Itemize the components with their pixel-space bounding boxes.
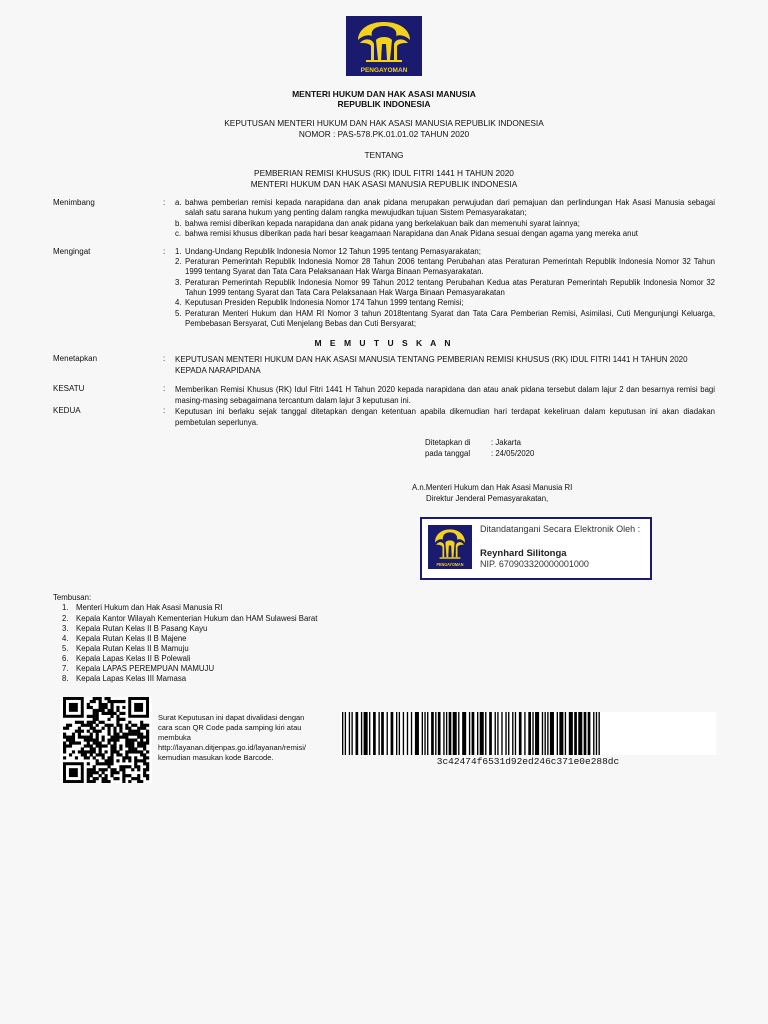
mengingat-colon: : [163,247,166,256]
item-text: bahwa remisi khusus diberikan pada hari besar keagamaan Narapidana dan Anak Pidana sesuai dengan agama yang mereka anut [185,229,638,238]
barcode-icon [340,712,716,755]
minister-line-1: MENTERI HUKUM DAN HAK ASASI MANUSIA [292,89,476,99]
validation-note-line-1: Surat Keputusan ini dapat divalidasi dengan [158,713,305,722]
item-number: 8. [62,674,69,683]
item-number: 2. [62,614,69,623]
minister-heading [0,89,768,109]
barcode-code: 3c42474f6531d92ed246c371e0e288dc [436,756,620,767]
tembusan-item [62,644,189,653]
validation-qr-code[interactable] [60,697,152,783]
validation-url[interactable]: http://layanan.ditjenpas.go.id/layanan/remisi/ [158,743,307,752]
minister-line-2: REPUBLIK INDONESIA [337,99,431,109]
item-number: 5. [175,309,182,318]
item-text: Keputusan Presiden Republik Indonesia Nomor 174 Tahun 1999 tentang Remisi; [185,298,464,307]
validation-note-line-5: kemudian masukan kode Barcode. [158,753,274,762]
item-text: Kepala Lapas Kelas III Mamasa [76,674,187,683]
item-number: 6. [62,654,69,663]
signature-emblem-text: PENGAYOMAN [436,561,464,568]
ditetapkan-labels [425,437,471,459]
memutuskan-heading: M E M U T U S K A N [314,338,454,348]
item-number: 2. [175,257,182,266]
signature-emblem [428,525,472,569]
tembusan-item [62,674,186,683]
item-number: 1. [175,247,182,256]
item-number: 4. [175,298,182,307]
item-text: Kepala Rutan Kelas II B Majene [76,634,187,643]
menimbang-item [175,229,715,239]
subject-line-2: MENTERI HUKUM DAN HAK ASASI MANUSIA REPUBLIK INDONESIA [250,179,518,189]
emblem-text: PENGAYOMAN [360,67,408,74]
signatory-line-1: A.n.Menteri Hukum dan Hak Asasi Manusia RI [412,483,573,492]
banyan-tree-icon [346,16,422,76]
qr-code-icon [60,697,152,783]
decree-number: NOMOR : PAS-578.PK.01.01.02 TAHUN 2020 [298,128,470,139]
validation-barcode [340,712,716,755]
item-text: bahwa pemberian remisi kepada narapidana dan anak pidana merupakan perwujudan dari pemajuan dan perlindungan Hak Asasi Manusia sebagai salah satu sarana hukum yang penting dalam rangka mewujudkan tujuan Sistem Pemasyarakatan; [185,198,715,217]
tembusan-item [62,603,222,612]
item-text: Kepala Lapas Kelas II B Polewali [76,654,191,663]
menimbang-label: Menimbang [53,198,95,207]
subject-line-1: PEMBERIAN REMISI KHUSUS (RK) IDUL FITRI 1441 H TAHUN 2020 [254,168,514,178]
subject-heading [0,168,768,190]
kesatu-label: KESATU [53,384,85,393]
item-text: Kepala Rutan Kelas II B Pasang Kayu [76,624,208,633]
item-number: 5. [62,644,69,653]
decree-heading [0,118,768,139]
item-number: 4. [62,634,69,643]
electronic-signature-box [420,517,652,580]
item-text: Menteri Hukum dan Hak Asasi Manusia RI [76,603,223,612]
tembusan-item [62,664,214,673]
item-number: c. [175,229,182,238]
tentang-heading: TENTANG [364,150,404,160]
tembusan-item [62,654,190,663]
ditetapkan-date-value: : 24/05/2020 [491,449,535,458]
kedua-label: KEDUA [53,406,81,415]
item-text: Kepala Kantor Wilayah Kementerian Hukum dan HAM Sulawesi Barat [76,614,318,623]
validation-note-line-2: cara scan QR Code pada samping kiri atau [158,723,302,732]
item-text: Undang-Undang Republik Indonesia Nomor 12 Tahun 1995 tentang Pemasyarakatan; [185,247,481,256]
item-number: b. [175,219,182,228]
menimbang-item [175,198,715,218]
item-number: 3. [62,624,69,633]
item-text: Peraturan Pemerintah Republik Indonesia Nomor 28 Tahun 2006 tentang Perubahan atas Peraturan Pemerintah Republik Indonesia Nomor 32 Tahun 1999 tentang Syarat dan Tata Cara Pelaksanaan Hak Warga Binaan Pemasyarakatan. [185,257,715,276]
signatory-nip: NIP. 670903320000001000 [480,559,589,569]
tembusan-item [62,634,187,643]
item-text: Kepala LAPAS PEREMPUAN MAMUJU [76,664,215,673]
decree-line-1: KEPUTUSAN MENTERI HUKUM DAN HAK ASASI MANUSIA REPUBLIK INDONESIA [224,118,544,128]
item-number: 3. [175,278,182,287]
ditetapkan-place-value: : Jakarta [491,438,521,447]
menimbang-item [175,219,715,229]
item-number: a. [175,198,182,207]
menetapkan-text: KEPUTUSAN MENTERI HUKUM DAN HAK ASASI MANUSIA TENTANG PEMBERIAN REMISI KHUSUS (RK) IDUL FITRI 1441 H TAHUN 2020 KEPADA NARAPIDANA [175,355,688,375]
banyan-tree-icon [428,525,472,569]
tembusan-item [62,624,207,633]
validation-note-line-3: membuka [158,733,191,742]
signatory-line-2: Direktur Jenderal Pemasyarakatan, [426,494,549,503]
menetapkan-colon: : [163,354,166,363]
ditetapkan-values [491,437,534,459]
item-text: Kepala Rutan Kelas II B Mamuju [76,644,189,653]
kesatu-text: Memberikan Remisi Khusus (RK) Idul Fitri 1441 H Tahun 2020 kepada narapidana dan atau anak pidana tersebut dalam lajur 2 dan besarnya remisi bagi masing-masing sebagaimana tercantum dalam lajur 3 keputusan ini. [175,385,715,405]
pengayoman-emblem [346,16,422,76]
kedua-colon: : [163,406,166,415]
item-text: bahwa remisi diberikan kepada narapidana dan anak pidana yang berkelakuan baik dan memenuhi syarat lainnya; [185,219,580,228]
signature-title: Ditandatangani Secara Elektronik Oleh : [480,524,641,534]
kedua-text: Keputusan ini berlaku sejak tanggal ditetapkan dengan ketentuan apabila dikemudian hari terdapat kekeliruan dalam keputusan ini akan diadakan pembetulan seperlunya. [175,407,715,427]
ditetapkan-place-label: Ditetapkan di [425,438,471,447]
item-number: 7. [62,664,69,673]
item-number: 1. [62,603,69,612]
validation-note [158,713,338,763]
item-text: Peraturan Pemerintah Republik Indonesia Nomor 99 Tahun 2012 tentang Perubahan Kedua atas Peraturan Pemerintah Republik Indonesia Nomor 32 Tahun 1999 tentang Syarat dan Tata Cara Pelaksanaan Hak Warga Binaan Pemasyarakatan [185,278,715,297]
ditetapkan-date-label: pada tanggal [425,449,471,458]
item-text: Peraturan Menteri Hukum dan HAM RI Nomor 3 tahun 2018tentang Syarat dan Tata Cara Pemberian Remisi, Asimilasi, Cuti Mengunjungi Keluarga, Pembebasan Bersyarat, Cuti Menjelang Bebas dan Cuti Bersyarat; [185,309,715,328]
tembusan-item [62,614,317,623]
signatory-lines [412,482,572,504]
menimbang-colon: : [163,198,166,207]
menetapkan-label: Menetapkan [53,354,98,363]
kesatu-colon: : [163,384,166,393]
signatory-name: Reynhard Silitonga [480,548,567,559]
tembusan-title: Tembusan: [53,593,92,602]
mengingat-label: Mengingat [53,247,91,256]
